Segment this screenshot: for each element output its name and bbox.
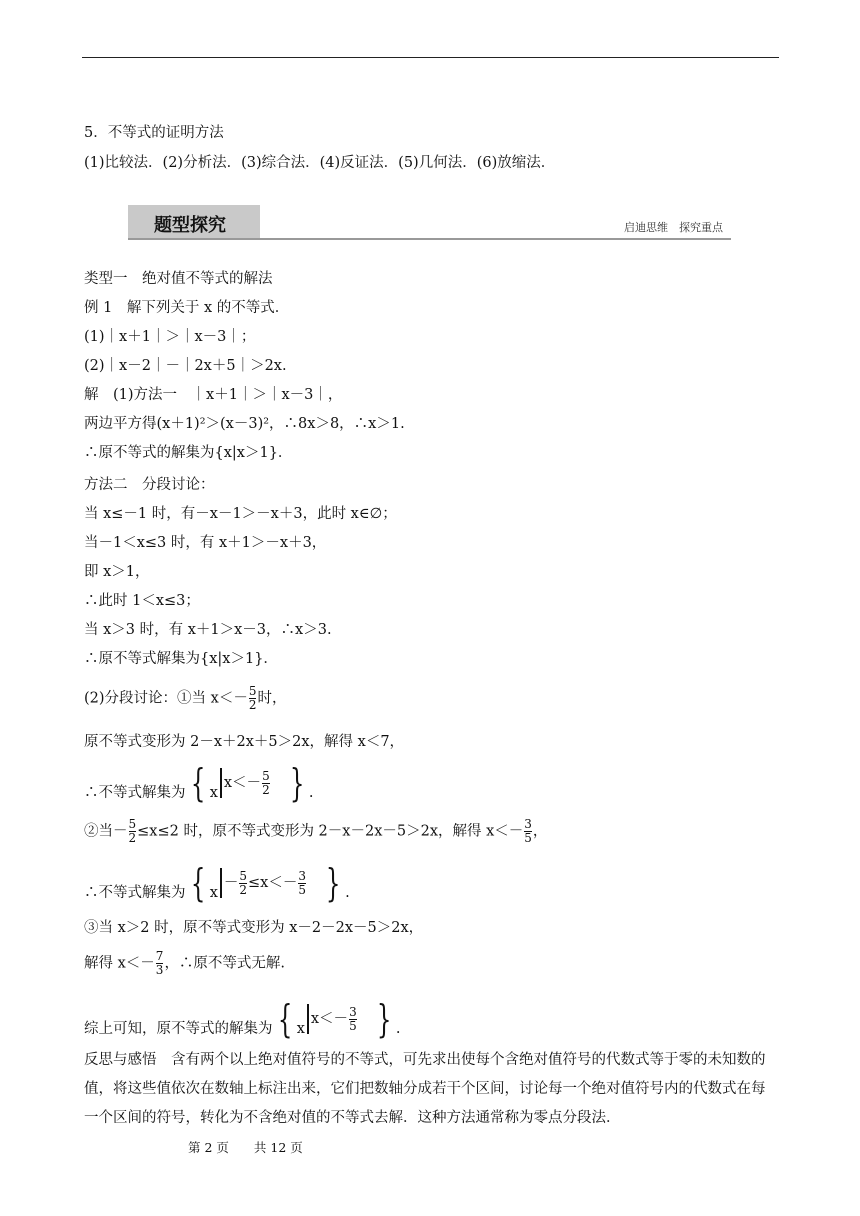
- fraction: $\frac{3}{5}$: [349, 1004, 357, 1033]
- solution-line: 当 x≤－1 时，有－x－1＞－x＋3，此时 x∈∅；: [84, 506, 397, 522]
- solution-line: ∴此时 1＜x≤3；: [84, 593, 200, 609]
- example-title: 例 1 解下列关于 x 的不等式．: [84, 300, 290, 316]
- solution-line: 即 x＞1，: [84, 564, 150, 580]
- solution-line: 综上可知，原不等式的解集为 { xx＜－ $\frac{3}{5}$ } .: [84, 997, 401, 1041]
- banner-subtitle: 启迪思维 探究重点: [624, 221, 723, 234]
- solution-line: ∴不等式解集为 { x－ $\frac{5}{2}$ ≤x＜－ $\frac{3}{5}$ } .: [84, 861, 350, 905]
- fraction: $\frac{7}{3}$: [155, 949, 164, 977]
- section-banner: [128, 205, 731, 239]
- section-heading: 5．不等式的证明方法: [84, 125, 224, 141]
- proof-methods: (1)比较法．(2)分析法．(3)综合法．(4)反证法．(5)几何法．(6)放缩法．: [84, 155, 556, 171]
- problem-2: (2)｜x－2｜－｜2x＋5｜＞2x.: [84, 358, 287, 374]
- banner-title: 题型探究: [154, 215, 226, 236]
- fraction: $\frac{5}{2}$: [128, 817, 137, 845]
- solution-line: ∴原不等式解集为{x|x＞1}．: [84, 651, 278, 667]
- solution-line: 解 (1)方法一 ｜x＋1｜＞｜x－3｜，: [84, 387, 343, 403]
- header-rule: [82, 57, 779, 58]
- type-heading: 类型一 绝对值不等式的解法: [84, 271, 273, 287]
- problem-1: (1)｜x＋1｜＞｜x－3｜；: [84, 329, 256, 345]
- fraction: $\frac{5}{2}$: [248, 684, 257, 712]
- solution-line: 方法二 分段讨论：: [84, 477, 215, 493]
- solution-line: 当 x＞3 时，有 x＋1＞x－3，∴x＞3.: [84, 622, 332, 638]
- solution-line: 两边平方得(x＋1)²＞(x－3)²，∴8x＞8，∴x＞1.: [84, 416, 405, 432]
- fraction: $\frac{3}{5}$: [524, 817, 532, 845]
- solution-line: 解得 x＜－ $\frac{7}{3}$ ，∴原不等式无解.: [84, 949, 286, 977]
- solution-line: (2)分段讨论：①当 x＜－ $\frac{5}{2}$ 时，: [84, 684, 287, 712]
- page-footer: 第 2 页 共 12 页: [188, 1140, 303, 1155]
- solution-line: ②当－ $\frac{5}{2}$ ≤x≤2 时，原不等式变形为 2－x－2x－5＞2x，解得 x＜－ $\frac{3}{5}$ ，: [84, 817, 548, 845]
- solution-line: ∴原不等式的解集为{x|x＞1}．: [84, 445, 293, 461]
- fraction: $\frac{3}{5}$: [298, 868, 306, 897]
- solution-line: 原不等式变形为 2－x＋2x＋5＞2x，解得 x＜7，: [84, 734, 405, 750]
- reflection-paragraph: 反思与感悟 含有两个以上绝对值符号的不等式，可先求出使每个含绝对值符号的代数式等于零的未知数的值，将这些值依次在数轴上标注出来，它们把数轴分成若干个区间，讨论每一个绝对值符号内的代数式在每一个区间的符号，转化为不含绝对值的不等式去解．这种方法通常称为零点分段法．: [84, 1052, 766, 1126]
- solution-line: ∴不等式解集为 { xx＜－ $\frac{5}{2}$ } .: [84, 761, 314, 805]
- fraction: $\frac{5}{2}$: [239, 868, 248, 897]
- solution-line: ③当 x＞2 时，原不等式变形为 x－2－2x－5＞2x，: [84, 920, 424, 936]
- banner-underline: [128, 238, 731, 240]
- fraction: $\frac{5}{2}$: [262, 768, 270, 797]
- solution-line: 当－1＜x≤3 时，有 x＋1＞－x＋3，: [84, 535, 327, 551]
